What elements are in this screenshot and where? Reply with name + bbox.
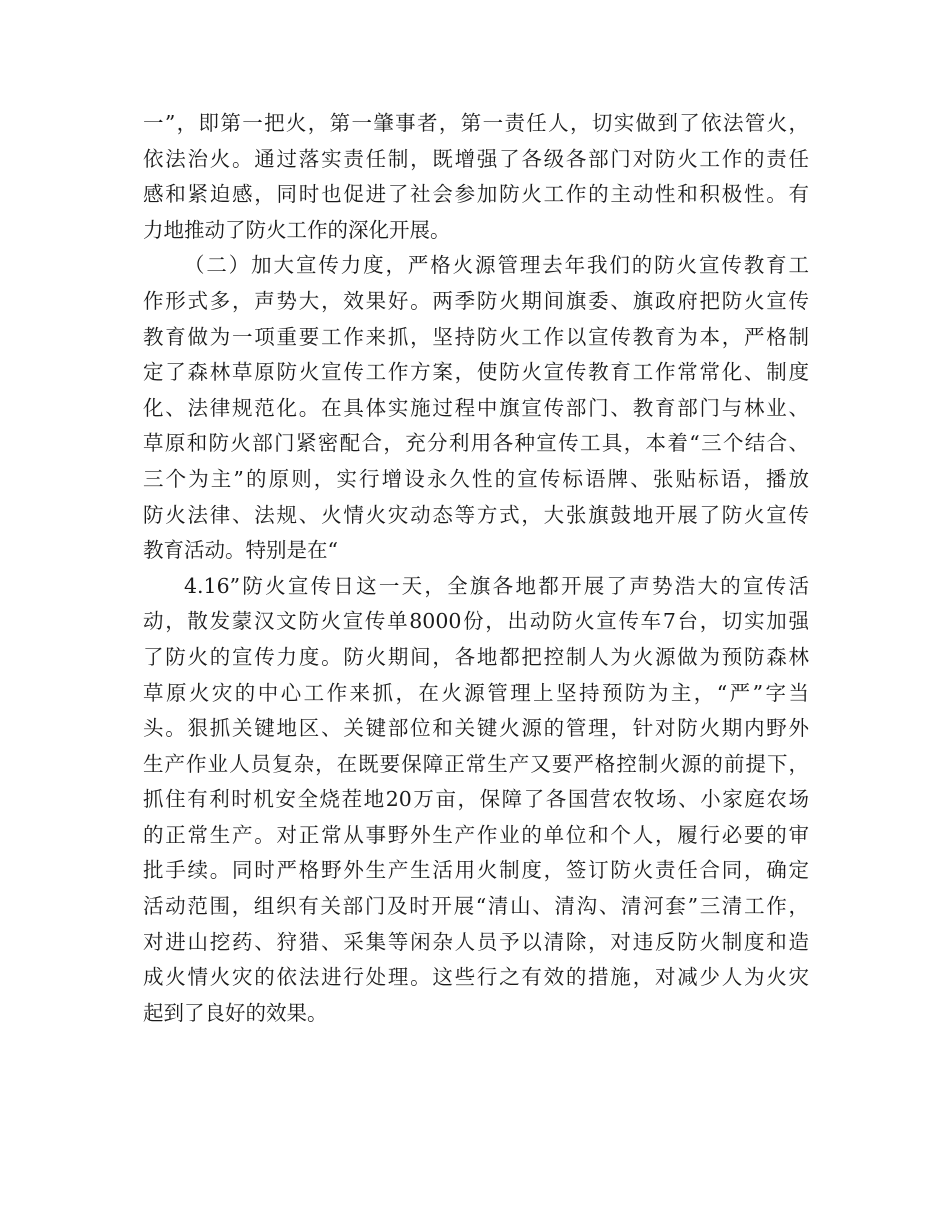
text-line: 头。狠抓关键地区、关键部位和关键火源的管理，针对防火期内野外 xyxy=(143,716,809,741)
text-line: 动，散发蒙汉文防火宣传单8000份，出动防火宣传车7台，切实加强 xyxy=(143,609,809,634)
text-line: 起到了良好的效果。 xyxy=(143,1000,328,1025)
text-line: 生产作业人员复杂，在既要保障正常生产又要严格控制火源的前提下， xyxy=(143,751,809,776)
text-line: 力地推动了防火工作的深化开展。 xyxy=(143,217,451,242)
text-line: 了防火的宣传力度。防火期间，各地都把控制人为火源做为预防森林 xyxy=(143,644,809,669)
text-line: 批手续。同时严格野外生产生活用火制度，签订防火责任合同，确定 xyxy=(143,858,809,883)
text-line: 一”，即第一把火，第一肇事者，第一责任人，切实做到了依法管火， xyxy=(143,111,809,135)
text-line: 活动范围，组织有关部门及时开展“清山、清沟、清河套”三清工作， xyxy=(143,894,809,919)
text-line: 抓住有利时机安全烧茬地20万亩，保障了各国营农牧场、小家庭农场 xyxy=(143,787,809,812)
document-body xyxy=(143,106,809,1031)
text-line: 作形式多，声势大，效果好。两季防火期间旗委、旗政府把防火宣传 xyxy=(143,288,809,313)
text-line: 感和紧迫感，同时也促进了社会参加防火工作的主动性和积极性。有 xyxy=(143,182,809,207)
text-line: 防火法律、法规、火情火灾动态等方式，大张旗鼓地开展了防火宣传 xyxy=(143,502,809,527)
text-line: 对进山挖药、狩猎、采集等闲杂人员予以清除，对违反防火制度和造 xyxy=(143,929,809,954)
text-line: 的正常生产。对正常从事野外生产作业的单位和个人，履行必要的审 xyxy=(143,822,809,847)
text-line: 定了森林草原防火宣传工作方案，使防火宣传教育工作常常化、制度 xyxy=(143,360,809,385)
text-line: 成火情火灾的依法进行处理。这些行之有效的措施，对减少人为火灾 xyxy=(143,965,809,990)
text-line: 依法治火。通过落实责任制，既增强了各级各部门对防火工作的责任 xyxy=(143,146,809,171)
text-line: 草原和防火部门紧密配合，充分利用各种宣传工具，本着“三个结合、 xyxy=(143,431,809,456)
text-line: 三个为主”的原则，实行增设永久性的宣传标语牌、张贴标语，播放 xyxy=(143,466,809,491)
text-line: （二）加大宣传力度，严格火源管理去年我们的防火宣传教育工 xyxy=(184,253,809,278)
text-line: 化、法律规范化。在具体实施过程中旗宣传部门、教育部门与林业、 xyxy=(143,395,809,420)
text-line: 教育活动。特别是在“ xyxy=(143,538,338,563)
text-line: 草原火灾的中心工作来抓，在火源管理上坚持预防为主，“严”字当 xyxy=(143,680,809,705)
text-line: 教育做为一项重要工作来抓，坚持防火工作以宣传教育为本，严格制 xyxy=(143,324,809,349)
text-line: 4.16”防火宣传日这一天，全旗各地都开展了声势浩大的宣传活 xyxy=(184,573,809,598)
